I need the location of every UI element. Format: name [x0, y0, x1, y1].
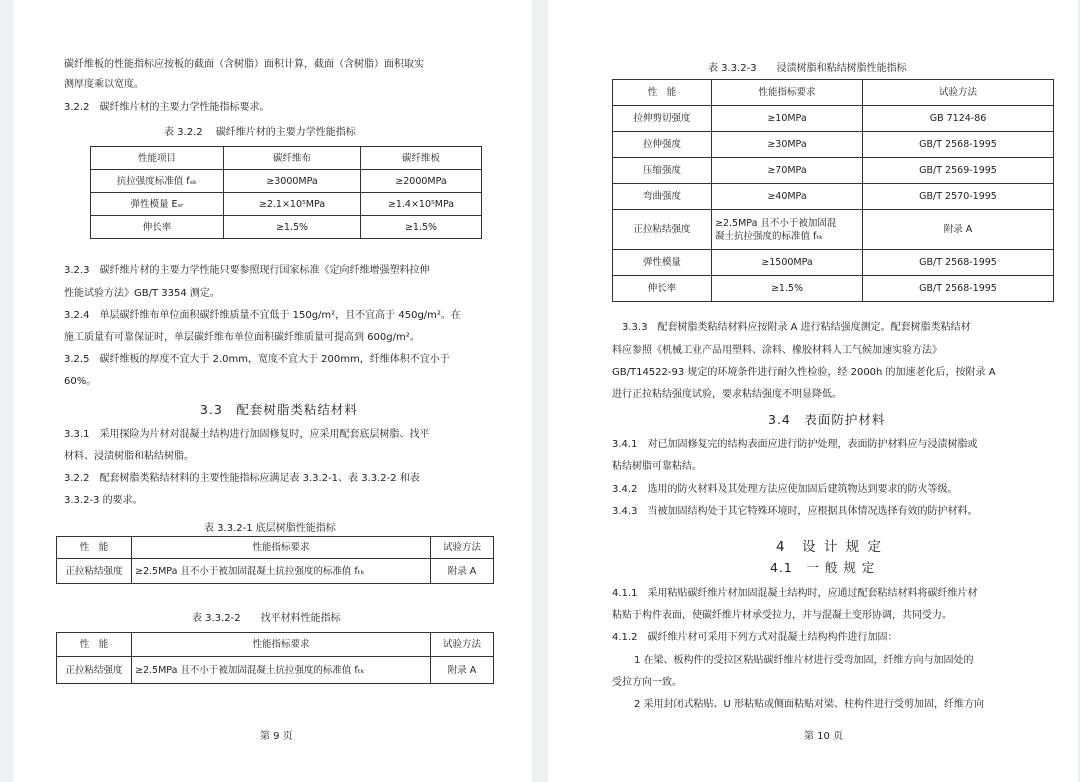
table-cell: 附录 A: [431, 559, 494, 584]
table-cell: 正拉粘结强度: [57, 657, 132, 684]
table-cell: ≥30MPa: [712, 132, 863, 158]
list-item-1: 1 在梁、板构件的受拉区粘贴碳纤维片材进行受弯加固，纤维方向与加固处的: [634, 655, 974, 666]
table-cell: ≥3000MPa: [224, 170, 361, 193]
table-cell: 附录 A: [431, 657, 494, 684]
text-line: 粘贴于构件表面，使碳纤维片材承受拉力，并与混凝土变形协调，共同受力。: [612, 610, 952, 621]
text-line: 料应参照《机械工业产品用塑料、涂料、橡胶材料人工气候加速实验方法》: [612, 345, 942, 356]
clause-3-2-4: 3.2.4 单层碳纤维布单位面积碳纤维质量不宜低于 150g/m²，且不宜高于 450g/m²。在: [64, 310, 461, 321]
table-3-3-2-2: [56, 632, 494, 684]
table-cell: 伸长率: [91, 216, 224, 239]
text-line: 进行正拉粘结强度试验，要求粘结强度不明显降低。: [612, 389, 842, 400]
table-3-3-2-2-caption: 表 3.3.2-2 找平材料性能指标: [192, 613, 341, 624]
table-cell: GB/T 2570-1995: [863, 184, 1054, 210]
table-cell: 弹性模量 Eₛᵣ: [91, 193, 224, 216]
table-cell: GB/T 2568-1995: [863, 132, 1054, 158]
table-3-2-2-caption: 表 3.2.2 碳纤维片材的主要力学性能指标: [164, 127, 356, 138]
clause-3-4-2: 3.4.2 选用的防火材料及其处理方法应使加固后建筑物达到要求的防火等级。: [612, 484, 958, 495]
section-3-4-heading: 3.4 表面防护材料: [768, 412, 886, 427]
table-3-3-2-3: [612, 79, 1054, 302]
clause-3-3-2: 3.2.2 配套树脂类粘结材料的主要性能指标应满足表 3.3.2-1、表 3.3.2-2 和表: [64, 473, 420, 484]
table-cell: ≥2.5MPa 且不小于被加固混凝土抗拉强度的标准值 fₜₖ: [132, 559, 431, 584]
table-header-cell: 试验方法: [431, 537, 494, 559]
text-line: 粘结树脂可靠粘结。: [612, 461, 702, 472]
table-cell: GB/T 2569-1995: [863, 158, 1054, 184]
table-cell: ≥1.5%: [712, 276, 863, 302]
text-line: 测厚度乘以宽度。: [64, 79, 144, 90]
table-3-3-2-1-caption: 表 3.3.2-1 底层树脂性能指标: [204, 523, 336, 534]
clause-3-2-2: 3.2.2 碳纤维片材的主要力学性能指标要求。: [64, 102, 270, 113]
table-cell: ≥1500MPa: [712, 250, 863, 276]
table-cell: GB/T 2568-1995: [863, 276, 1054, 302]
section-3-3-heading: 3.3 配套树脂类粘结材料: [200, 402, 358, 417]
table-cell: ≥1.5%: [224, 216, 361, 239]
table-cell: 抗拉强度标准值 fₛₖ: [91, 170, 224, 193]
table-cell: 弹性模量: [613, 250, 712, 276]
table-3-3-2-1: [56, 536, 494, 584]
table-cell: ≥2000MPa: [361, 170, 482, 193]
table-cell: 拉伸剪切强度: [613, 106, 712, 132]
table-header-cell: 碳纤维布: [224, 147, 361, 170]
table-cell: GB 7124-86: [863, 106, 1054, 132]
text-line: 3.3.2-3 的要求。: [64, 495, 143, 506]
table-header-cell: 试验方法: [863, 80, 1054, 106]
table-header-cell: 性 能: [613, 80, 712, 106]
page-9: [14, 0, 532, 782]
section-4-1-heading: 4.1 一 般 规 定: [770, 560, 876, 575]
clause-3-3-3: 3.3.3 配套树脂类粘结材料应按附录 A 进行粘结强度测定。配套树脂类粘结材: [622, 322, 971, 333]
clause-3-2-5: 3.2.5 碳纤维板的厚度不宜大于 2.0mm，宽度不宜大于 200mm，纤维体积不宜小于: [64, 354, 450, 365]
table-header-cell: 试验方法: [431, 633, 494, 657]
clause-3-2-3: 3.2.3 碳纤维片材的主要力学性能只要参照现行国家标准《定向纤维增强塑料拉伸: [64, 265, 430, 276]
table-header-cell: 性 能: [57, 537, 132, 559]
text-line: 施工质量有可靠保证时，单层碳纤维布单位面积碳纤维质量可提高到 600g/m²。: [64, 332, 420, 343]
table-cell: ≥2.5MPa 且不小于被加固混凝土抗拉强度的标准值 fₜₖ: [132, 657, 431, 684]
table-cell: 拉伸强度: [613, 132, 712, 158]
text-line: 材料、浸渍树脂和粘结树脂。: [64, 451, 194, 462]
table-header-cell: 性能指标要求: [132, 633, 431, 657]
table-header-cell: 性能指标要求: [132, 537, 431, 559]
table-cell: GB/T 2568-1995: [863, 250, 1054, 276]
list-item-2: 2 采用封闭式粘贴、U 形粘贴或侧面粘贴对梁、柱构件进行受剪加固，纤维方向: [634, 699, 985, 710]
clause-4-1-2: 4.1.2 碳纤维片材可采用下列方式对混凝土结构构件进行加固：: [612, 632, 898, 643]
table-cell: 弯曲强度: [613, 184, 712, 210]
chapter-4-heading: 4 设 计 规 定: [776, 539, 883, 555]
text-line: 60%。: [64, 376, 97, 387]
table-cell: 附录 A: [863, 210, 1054, 250]
table-cell-multiline: ≥2.5MPa 且不小于被加固混 凝土抗拉强度的标准值 fₜₖ: [712, 210, 863, 250]
table-cell: 正拉粘结强度: [57, 559, 132, 584]
text-line: 碳纤维板的性能指标应按板的截面（含树脂）面积计算，截面（含树脂）面积取实: [64, 59, 424, 70]
text-line: 性能试验方法》GB/T 3354 测定。: [64, 288, 220, 299]
table-cell: 压缩强度: [613, 158, 712, 184]
table-cell: ≥40MPa: [712, 184, 863, 210]
page-10: [548, 0, 1078, 782]
table-cell: ≥70MPa: [712, 158, 863, 184]
text-line: GB/T14522-93 规定的环境条件进行耐久性检验，经 2000h 的加速老化后，按附录 A: [612, 367, 996, 378]
table-cell: ≥1.4×10⁵MPa: [361, 193, 482, 216]
clause-3-4-3: 3.4.3 当被加固结构处于其它特殊环境时，应根据具体情况选择有效的防护材料。: [612, 506, 978, 517]
table-cell: ≥2.1×10⁵MPa: [224, 193, 361, 216]
table-header-cell: 碳纤维板: [361, 147, 482, 170]
table-cell: ≥1.5%: [361, 216, 482, 239]
clause-3-3-1: 3.3.1 采用探险为片材对混凝土结构进行加固修复时，应采用配套底层树脂、找平: [64, 429, 430, 440]
clause-4-1-1: 4.1.1 采用粘贴碳纤维片材加固混凝土结构时，应通过配套粘结材料将碳纤维片材: [612, 588, 978, 599]
table-cell: 伸长率: [613, 276, 712, 302]
table-cell: ≥10MPa: [712, 106, 863, 132]
table-3-2-2: [90, 146, 482, 239]
clause-3-4-1: 3.4.1 对已加固修复完的结构表面应进行防护处理，表面防护材料应与浸渍树脂或: [612, 439, 978, 450]
table-cell: 正拉粘结强度: [613, 210, 712, 250]
page-number: 第 9 页: [260, 731, 293, 742]
table-header-cell: 性 能: [57, 633, 132, 657]
text-line: 受拉方向一致。: [612, 677, 682, 688]
table-header-cell: 性能项目: [91, 147, 224, 170]
table-3-3-2-3-caption: 表 3.3.2-3 浸渍树脂和粘结树脂性能指标: [708, 63, 907, 74]
table-header-cell: 性能指标要求: [712, 80, 863, 106]
page-number: 第 10 页: [804, 731, 844, 742]
